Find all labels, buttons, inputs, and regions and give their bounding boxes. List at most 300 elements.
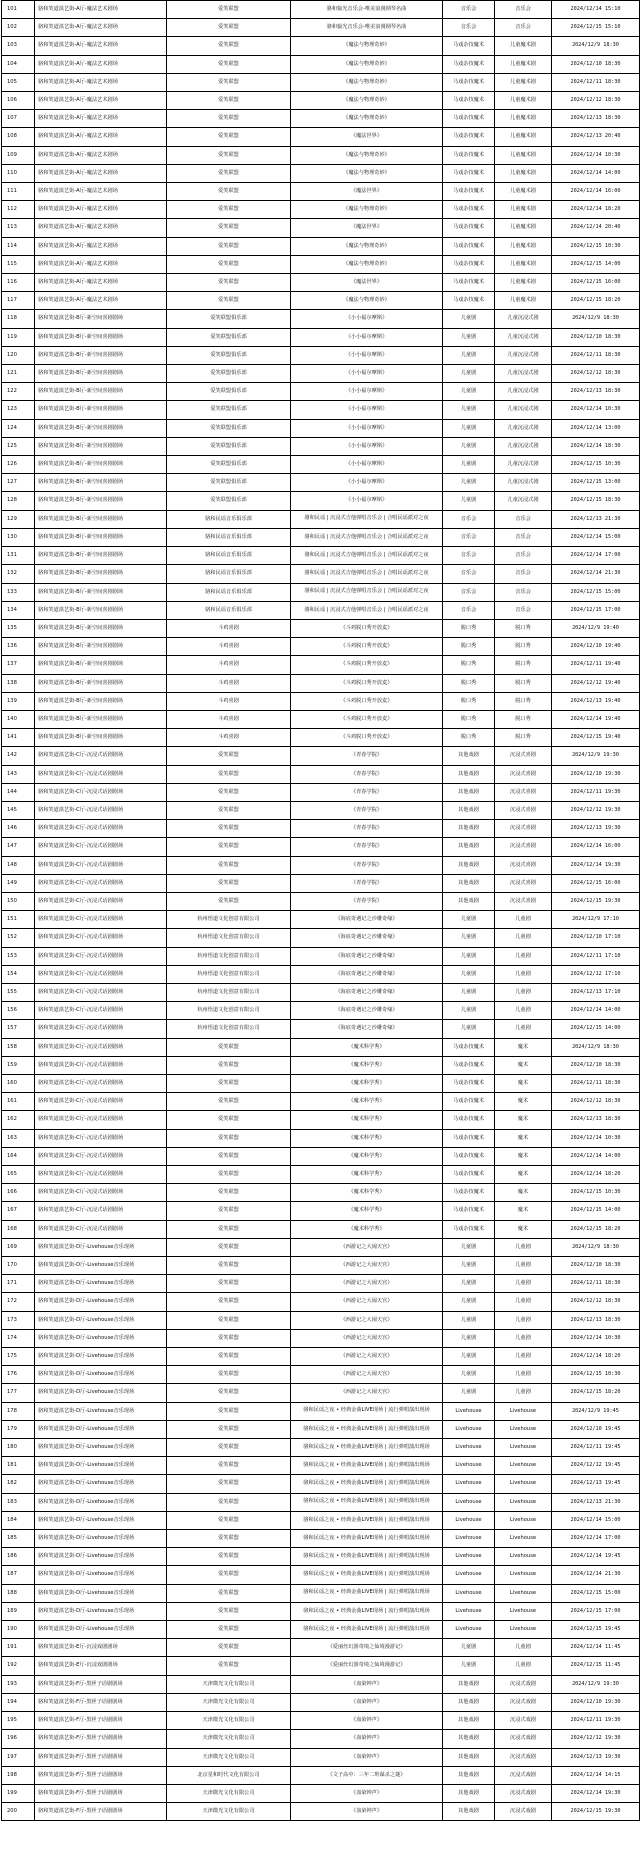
category-cell: Livehouse [443,1475,495,1493]
table-row [2,692,640,710]
subcategory-cell: 脱口秀 [495,638,552,656]
organizer-cell: 爱笑联盟 [167,292,291,310]
row-number: 172 [2,1293,35,1311]
row-number: 155 [2,983,35,1001]
venue-cell: 骆和笑道滇艺街-B厅-新空间喜剧剧场 [35,619,167,637]
show-title-cell: 《魔法与物理奇妙》 [291,201,443,219]
category-cell: 儿童剧 [443,1311,495,1329]
row-number: 197 [2,1748,35,1766]
venue-cell: 骆和笑道滇艺街-C厅-沉浸式话剧剧场 [35,856,167,874]
organizer-cell: 杭州悟道文化创意有限公司 [167,929,291,947]
category-cell: Livehouse [443,1420,495,1438]
datetime-cell: 2024/12/15 14:00 [552,1020,640,1038]
subcategory-cell: 儿童魔术剧 [495,73,552,91]
show-title-cell: 《小小福尔摩斯》 [291,346,443,364]
datetime-cell: 2024/12/15 17:00 [552,1602,640,1620]
category-cell: 其他戏剧 [443,1730,495,1748]
organizer-cell: 爱笑联盟 [167,1348,291,1366]
datetime-cell: 2024/12/10 18:30 [552,328,640,346]
venue-cell: 骆和笑道滇艺街-B厅-新空间喜剧剧场 [35,692,167,710]
table-row [2,128,640,146]
datetime-cell: 2024/12/15 19:30 [552,1803,640,1821]
table-row [2,547,640,565]
subcategory-cell: Livehouse [495,1420,552,1438]
venue-cell: 骆和笑道滇艺街-A厅-魔法艺术剧场 [35,110,167,128]
show-title-cell: 《西游记之大闹天宫》 [291,1384,443,1402]
organizer-cell: 斗鸡喜剧 [167,710,291,728]
subcategory-cell: 脱口秀 [495,729,552,747]
category-cell: 儿童剧 [443,474,495,492]
table-row [2,983,640,1001]
datetime-cell: 2024/12/15 10:30 [552,1366,640,1384]
datetime-cell: 2024/12/14 10:30 [552,1129,640,1147]
datetime-cell: 2024/12/15 10:30 [552,1184,640,1202]
table-row [2,528,640,546]
show-title-cell: 骆和民谣之夜 • 经典金曲LIVE现场 | 流行弹唱演出现场 [291,1530,443,1548]
venue-cell: 骆和笑道滇艺街-A厅-魔法艺术剧场 [35,274,167,292]
row-number: 107 [2,110,35,128]
row-number: 166 [2,1184,35,1202]
venue-cell: 骆和笑道滇艺街-D厅-Livehouse音乐现场 [35,1457,167,1475]
table-row [2,346,640,364]
datetime-cell: 2024/12/14 15:00 [552,528,640,546]
venue-cell: 骆和笑道滇艺街-A厅-魔法艺术剧场 [35,92,167,110]
organizer-cell: 爱笑联盟 [167,55,291,73]
subcategory-cell: 儿童剧 [495,965,552,983]
category-cell: 儿童剧 [443,310,495,328]
table-row [2,783,640,801]
organizer-cell: 爱笑联盟 [167,747,291,765]
organizer-cell: 爱笑联盟 [167,92,291,110]
category-cell: Livehouse [443,1530,495,1548]
row-number: 175 [2,1348,35,1366]
row-number: 117 [2,292,35,310]
row-number: 125 [2,437,35,455]
category-cell: 脱口秀 [443,692,495,710]
organizer-cell: 爱笑联盟 [167,1548,291,1566]
show-title-cell: 《小小福尔摩斯》 [291,456,443,474]
datetime-cell: 2024/12/12 18:30 [552,1293,640,1311]
table-row [2,856,640,874]
category-cell: 其他戏剧 [443,1675,495,1693]
venue-cell: 骆和笑道滇艺街-D厅-Livehouse音乐现场 [35,1257,167,1275]
organizer-cell: 斗鸡喜剧 [167,674,291,692]
datetime-cell: 2024/12/12 19:45 [552,1457,640,1475]
organizer-cell: 爱笑联盟 [167,1111,291,1129]
venue-cell: 骆和笑道滇艺街-D厅-Livehouse音乐现场 [35,1511,167,1529]
category-cell: 马戏杂技魔术 [443,110,495,128]
organizer-cell: 爱笑联盟 [167,1530,291,1548]
venue-cell: 骆和笑道滇艺街-A厅-魔法艺术剧场 [35,183,167,201]
show-title-cell: 骆和民谣之夜 • 经典金曲LIVE现场 | 流行弹唱演出现场 [291,1566,443,1584]
venue-cell: 骆和笑道滇艺街-D厅-Livehouse音乐现场 [35,1584,167,1602]
row-number: 160 [2,1074,35,1092]
show-title-cell: 骆和民谣 | 沉浸式吉他弹唱音乐会 | 合唱民谣派对之夜 [291,583,443,601]
table-row [2,292,640,310]
show-title-cell: 骆和民谣 | 沉浸式吉他弹唱音乐会 | 合唱民谣派对之夜 [291,601,443,619]
organizer-cell: 爱笑联盟 [167,201,291,219]
show-title-cell: 《青春学院》 [291,820,443,838]
organizer-cell: 爱笑联盟 [167,892,291,910]
datetime-cell: 2024/12/14 19:45 [552,1548,640,1566]
category-cell: 其他戏剧 [443,1784,495,1802]
datetime-cell: 2024/12/14 17:00 [552,1530,640,1548]
category-cell: 儿童剧 [443,1020,495,1038]
venue-cell: 骆和笑道滇艺街-A厅-魔法艺术剧场 [35,1,167,19]
table-row [2,1530,640,1548]
table-row [2,929,640,947]
datetime-cell: 2024/12/11 18:30 [552,1074,640,1092]
venue-cell: 骆和笑道滇艺街-D厅-Livehouse音乐现场 [35,1602,167,1620]
organizer-cell: 天津微光文化有限公司 [167,1675,291,1693]
venue-cell: 骆和笑道滇艺街-A厅-魔法艺术剧场 [35,146,167,164]
table-row [2,1402,640,1420]
datetime-cell: 2024/12/12 18:30 [552,1093,640,1111]
datetime-cell: 2024/12/9 19:45 [552,1402,640,1420]
organizer-cell: 爱笑联盟 [167,1384,291,1402]
organizer-cell: 爱笑联盟 [167,1202,291,1220]
row-number: 141 [2,729,35,747]
organizer-cell: 爱笑联盟 [167,19,291,37]
show-title-cell: 《魔法与物理奇妙》 [291,110,443,128]
show-title-cell: 《青春学院》 [291,874,443,892]
subcategory-cell: 沉浸式戏剧 [495,1730,552,1748]
category-cell: 脱口秀 [443,710,495,728]
venue-cell: 骆和笑道滇艺街-A厅-魔法艺术剧场 [35,19,167,37]
organizer-cell: 天津微光文化有限公司 [167,1693,291,1711]
category-cell: 马戏杂技魔术 [443,292,495,310]
venue-cell: 骆和笑道滇艺街-B厅-新空间喜剧剧场 [35,510,167,528]
venue-cell: 骆和笑道滇艺街-B厅-新空间喜剧剧场 [35,365,167,383]
category-cell: 其他戏剧 [443,892,495,910]
row-number: 179 [2,1420,35,1438]
category-cell: Livehouse [443,1548,495,1566]
venue-cell: 骆和笑道滇艺街-C厅-沉浸式话剧剧场 [35,929,167,947]
category-cell: 马戏杂技魔术 [443,1202,495,1220]
datetime-cell: 2024/12/14 19:30 [552,856,640,874]
row-number: 147 [2,838,35,856]
datetime-cell: 2024/12/11 17:10 [552,947,640,965]
subcategory-cell: Livehouse [495,1457,552,1475]
show-title-cell: 《青春学院》 [291,747,443,765]
venue-cell: 骆和笑道滇艺街-C厅-沉浸式话剧剧场 [35,1038,167,1056]
show-title-cell: 《斗鸡脱口秀开放麦》 [291,656,443,674]
row-number: 115 [2,255,35,273]
row-number: 118 [2,310,35,328]
organizer-cell: 斗鸡喜剧 [167,692,291,710]
venue-cell: 骆和笑道滇艺街-B厅-新空间喜剧剧场 [35,346,167,364]
row-number: 176 [2,1366,35,1384]
row-number: 173 [2,1311,35,1329]
show-title-cell: 《海底奇遇记之沙雕奇缘》 [291,965,443,983]
show-title-cell: 《魔术科学秀》 [291,1129,443,1147]
subcategory-cell: 脱口秀 [495,656,552,674]
subcategory-cell: 音乐会 [495,565,552,583]
subcategory-cell: 儿童剧 [495,983,552,1001]
venue-cell: 骆和笑道滇艺街-B厅-新空间喜剧剧场 [35,710,167,728]
row-number: 108 [2,128,35,146]
datetime-cell: 2024/12/15 18:20 [552,1220,640,1238]
row-number: 196 [2,1730,35,1748]
row-number: 119 [2,328,35,346]
show-title-cell: 骆和民谣 | 沉浸式吉他弹唱音乐会 | 合唱民谣派对之夜 [291,510,443,528]
table-row [2,1675,640,1693]
subcategory-cell: Livehouse [495,1548,552,1566]
show-title-cell: 《爱丽丝幻游奇境之仙境漫游记》 [291,1639,443,1657]
venue-cell: 骆和笑道滇艺街-F厅-黑匣子话剧剧场 [35,1784,167,1802]
organizer-cell: 爱笑联盟 [167,1038,291,1056]
subcategory-cell: 儿童剧 [495,1657,552,1675]
subcategory-cell: Livehouse [495,1402,552,1420]
venue-cell: 骆和笑道滇艺街-B厅-新空间喜剧剧场 [35,601,167,619]
subcategory-cell: 魔术 [495,1147,552,1165]
venue-cell: 骆和笑道滇艺街-F厅-黑匣子话剧剧场 [35,1730,167,1748]
show-title-cell: 《海底奇遇记之沙雕奇缘》 [291,983,443,1001]
venue-cell: 骆和笑道滇艺街-C厅-沉浸式话剧剧场 [35,820,167,838]
organizer-cell: 爱笑联盟 [167,1184,291,1202]
datetime-cell: 2024/12/12 18:30 [552,92,640,110]
category-cell: 儿童剧 [443,365,495,383]
venue-cell: 骆和笑道滇艺街-D厅-Livehouse音乐现场 [35,1439,167,1457]
row-number: 189 [2,1602,35,1620]
category-cell: 音乐会 [443,547,495,565]
row-number: 151 [2,911,35,929]
table-row [2,1111,640,1129]
organizer-cell: 爱笑联盟 [167,1402,291,1420]
table-row [2,1712,640,1730]
category-cell: 儿童剧 [443,383,495,401]
table-row [2,201,640,219]
table-row [2,419,640,437]
organizer-cell: 爱笑联盟 [167,1457,291,1475]
organizer-cell: 爱笑联盟 [167,1093,291,1111]
venue-cell: 骆和笑道滇艺街-C厅-沉浸式话剧剧场 [35,983,167,1001]
datetime-cell: 2024/12/9 19:30 [552,747,640,765]
organizer-cell: 爱笑联盟 [167,765,291,783]
datetime-cell: 2024/12/12 19:30 [552,801,640,819]
datetime-cell: 2024/12/14 16:00 [552,838,640,856]
venue-cell: 骆和笑道滇艺街-B厅-新空间喜剧剧场 [35,729,167,747]
subcategory-cell: 沉浸式戏剧 [495,1748,552,1766]
category-cell: 儿童剧 [443,437,495,455]
category-cell: 儿童剧 [443,328,495,346]
table-row [2,474,640,492]
show-title-cell: 《海底奇遇记之沙雕奇缘》 [291,1020,443,1038]
row-number: 156 [2,1002,35,1020]
show-title-cell: 《青春学院》 [291,765,443,783]
category-cell: 马戏杂技魔术 [443,73,495,91]
category-cell: 马戏杂技魔术 [443,1056,495,1074]
row-number: 152 [2,929,35,947]
table-row [2,1748,640,1766]
subcategory-cell: 音乐会 [495,528,552,546]
datetime-cell: 2024/12/14 14:15 [552,1766,640,1784]
table-row [2,401,640,419]
datetime-cell: 2024/12/14 14:00 [552,1002,640,1020]
row-number: 122 [2,383,35,401]
subcategory-cell: 儿童沉浸式剧 [495,437,552,455]
subcategory-cell: 儿童魔术剧 [495,128,552,146]
subcategory-cell: 儿童沉浸式剧 [495,365,552,383]
category-cell: 马戏杂技魔术 [443,237,495,255]
datetime-cell: 2024/12/13 21:30 [552,1493,640,1511]
category-cell: 儿童剧 [443,911,495,929]
organizer-cell: 爱笑联盟 [167,274,291,292]
category-cell: 其他戏剧 [443,1712,495,1730]
table-row [2,1020,640,1038]
venue-cell: 骆和笑道滇艺街-C厅-沉浸式话剧剧场 [35,1202,167,1220]
venue-cell: 骆和笑道滇艺街-B厅-新空间喜剧剧场 [35,492,167,510]
show-title-cell: 骆和愉光音乐会-唯美浪漫钢琴名曲 [291,1,443,19]
venue-cell: 骆和笑道滇艺街-C厅-沉浸式话剧剧场 [35,838,167,856]
organizer-cell: 骆和民谣音乐俱乐部 [167,601,291,619]
datetime-cell: 2024/12/13 18:30 [552,110,640,128]
show-title-cell: 《魔法世界》 [291,274,443,292]
venue-cell: 骆和笑道滇艺街-A厅-魔法艺术剧场 [35,164,167,182]
organizer-cell: 天津微光文化有限公司 [167,1748,291,1766]
row-number: 168 [2,1220,35,1238]
category-cell: 儿童剧 [443,1384,495,1402]
subcategory-cell: 儿童剧 [495,911,552,929]
show-title-cell: 《魔术科学秀》 [291,1111,443,1129]
category-cell: 儿童剧 [443,1366,495,1384]
datetime-cell: 2024/12/14 10:30 [552,401,640,419]
organizer-cell: 爱笑联盟俱乐部 [167,456,291,474]
category-cell: Livehouse [443,1511,495,1529]
row-number: 133 [2,583,35,601]
show-title-cell: 《小小福尔摩斯》 [291,492,443,510]
datetime-cell: 2024/12/10 18:30 [552,1056,640,1074]
subcategory-cell: 儿童沉浸式剧 [495,456,552,474]
table-row [2,947,640,965]
organizer-cell: 爱笑联盟俱乐部 [167,310,291,328]
row-number: 200 [2,1803,35,1821]
venue-cell: 骆和笑道滇艺街-B厅-新空间喜剧剧场 [35,528,167,546]
subcategory-cell: 儿童剧 [495,1002,552,1020]
row-number: 145 [2,801,35,819]
venue-cell: 骆和笑道滇艺街-C厅-沉浸式话剧剧场 [35,1002,167,1020]
venue-cell: 骆和笑道滇艺街-A厅-魔法艺术剧场 [35,237,167,255]
subcategory-cell: 音乐会 [495,19,552,37]
subcategory-cell: Livehouse [495,1566,552,1584]
category-cell: 马戏杂技魔术 [443,201,495,219]
datetime-cell: 2024/12/13 21:30 [552,510,640,528]
row-number: 161 [2,1093,35,1111]
row-number: 134 [2,601,35,619]
venue-cell: 骆和笑道滇艺街-B厅-新空间喜剧剧场 [35,565,167,583]
subcategory-cell: 儿童剧 [495,1257,552,1275]
organizer-cell: 爱笑联盟 [167,1166,291,1184]
datetime-cell: 2024/12/9 18:30 [552,1038,640,1056]
show-title-cell: 《魔术科学秀》 [291,1220,443,1238]
table-row [2,1184,640,1202]
row-number: 158 [2,1038,35,1056]
row-number: 171 [2,1275,35,1293]
show-title-cell: 《西游记之大闹天宫》 [291,1238,443,1256]
show-title-cell: 《斗鸡脱口秀开放麦》 [291,729,443,747]
table-row [2,73,640,91]
show-title-cell: 《西游记之大闹天宫》 [291,1311,443,1329]
subcategory-cell: 儿童剧 [495,1366,552,1384]
show-title-cell: 《小小福尔摩斯》 [291,419,443,437]
datetime-cell: 2024/12/11 18:30 [552,73,640,91]
category-cell: Livehouse [443,1602,495,1620]
venue-cell: 骆和笑道滇艺街-C厅-沉浸式话剧剧场 [35,1220,167,1238]
venue-cell: 骆和笑道滇艺街-F厅-黑匣子话剧剧场 [35,1766,167,1784]
show-title-cell: 《魔法与物理奇妙》 [291,164,443,182]
row-number: 186 [2,1548,35,1566]
datetime-cell: 2024/12/13 18:30 [552,1111,640,1129]
subcategory-cell: Livehouse [495,1602,552,1620]
category-cell: 儿童剧 [443,492,495,510]
table-row [2,328,640,346]
organizer-cell: 爱笑联盟 [167,110,291,128]
show-title-cell: 《魔法与物理奇妙》 [291,73,443,91]
subcategory-cell: 魔术 [495,1093,552,1111]
show-title-cell: 《海底奇遇记之沙雕奇缘》 [291,947,443,965]
row-number: 183 [2,1493,35,1511]
row-number: 191 [2,1639,35,1657]
table-row [2,19,640,37]
organizer-cell: 天津微光文化有限公司 [167,1730,291,1748]
datetime-cell: 2024/12/14 18:20 [552,1348,640,1366]
show-title-cell: 《小小福尔摩斯》 [291,474,443,492]
organizer-cell: 骆和民谣音乐俱乐部 [167,547,291,565]
table-row [2,1693,640,1711]
category-cell: 其他戏剧 [443,747,495,765]
table-row [2,765,640,783]
subcategory-cell: 沉浸式戏剧 [495,1803,552,1821]
subcategory-cell: 儿童剧 [495,1293,552,1311]
row-number: 129 [2,510,35,528]
row-number: 138 [2,674,35,692]
category-cell: 脱口秀 [443,619,495,637]
organizer-cell: 斗鸡喜剧 [167,638,291,656]
datetime-cell: 2024/12/15 18:20 [552,1384,640,1402]
table-row [2,619,640,637]
table-row [2,838,640,856]
organizer-cell: 爱笑联盟 [167,1639,291,1657]
show-title-cell: 《文子高中：三年二班谋杀之谜》 [291,1766,443,1784]
organizer-cell: 爱笑联盟 [167,1566,291,1584]
table-row [2,820,640,838]
row-number: 180 [2,1439,35,1457]
subcategory-cell: 沉浸式喜剧 [495,892,552,910]
category-cell: 儿童剧 [443,1257,495,1275]
table-row [2,1475,640,1493]
row-number: 123 [2,401,35,419]
datetime-cell: 2024/12/15 15:00 [552,1584,640,1602]
datetime-cell: 2024/12/9 19:30 [552,1675,640,1693]
row-number: 174 [2,1329,35,1347]
organizer-cell: 杭州悟道文化创意有限公司 [167,911,291,929]
show-title-cell: 《西游记之大闹天宫》 [291,1366,443,1384]
table-row [2,565,640,583]
category-cell: 马戏杂技魔术 [443,1129,495,1147]
show-title-cell: 骆和民谣之夜 • 经典金曲LIVE现场 | 流行弹唱演出现场 [291,1511,443,1529]
category-cell: 马戏杂技魔术 [443,55,495,73]
show-title-cell: 《魔术科学秀》 [291,1166,443,1184]
row-number: 162 [2,1111,35,1129]
category-cell: 马戏杂技魔术 [443,219,495,237]
organizer-cell: 爱笑联盟 [167,1293,291,1311]
venue-cell: 骆和笑道滇艺街-C厅-沉浸式话剧剧场 [35,1111,167,1129]
organizer-cell: 爱笑联盟俱乐部 [167,365,291,383]
row-number: 144 [2,783,35,801]
row-number: 177 [2,1384,35,1402]
show-title-cell: 《小小福尔摩斯》 [291,328,443,346]
venue-cell: 骆和笑道滇艺街-B厅-新空间喜剧剧场 [35,456,167,474]
